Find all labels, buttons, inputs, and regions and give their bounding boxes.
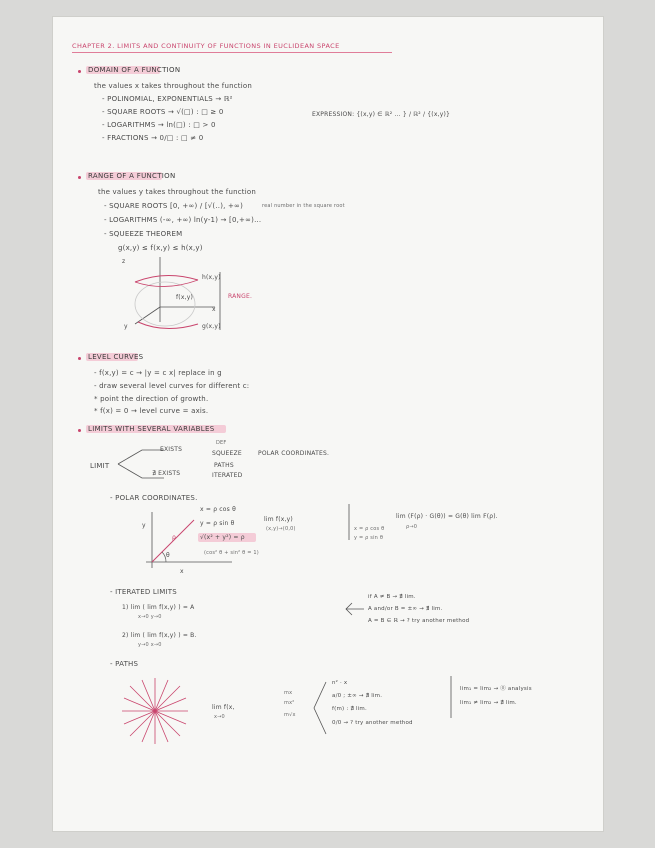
axis-label: z	[122, 258, 126, 265]
iterated-case: A and/or B = ±∞ → ∄ lim.	[368, 606, 443, 612]
polar-sub-eq: y = ρ sin θ	[354, 535, 384, 541]
limits-heading: LIMITS WITH SEVERAL VARIABLES	[88, 425, 215, 433]
title-underline	[72, 52, 392, 53]
polar-sub-eq: x = ρ cos θ	[354, 526, 385, 532]
paths-starburst	[120, 676, 190, 746]
path-option: mx²	[284, 700, 295, 706]
graph-label-g: g(x,y)	[202, 323, 221, 330]
paths-lim: lim f(x,	[212, 704, 235, 711]
polar-lim-sub: (x,y)→(0,0)	[266, 526, 296, 532]
paths-side: lim₁ ≠ lim₂ → ∄ lim.	[460, 700, 517, 706]
range-label: RANGE.	[228, 293, 253, 300]
path-result: n² · x	[332, 680, 348, 686]
limit-label: LIMIT	[90, 462, 110, 470]
level-item: - draw several level curves for different c:	[94, 382, 250, 390]
polar-result: lim (F(ρ) · G(θ)) = G(θ) lim F(ρ).	[396, 513, 498, 520]
polar-link: POLAR COORDINATES.	[258, 450, 330, 457]
notebook-page	[52, 16, 604, 832]
domain-item: - POLINOMIAL, EXPONENTIALS → ℝ²	[102, 95, 233, 103]
domain-heading: DOMAIN OF A FUNCTION	[88, 66, 181, 74]
paths-side: lim₁ = lim₂ → ⓪ analysis	[460, 686, 532, 692]
range-heading: RANGE OF A FUNCTION	[88, 172, 176, 180]
path-option: mx	[284, 690, 293, 696]
limit-not-exists: ∄ EXISTS	[152, 470, 181, 477]
polar-eq: √(x² + y²) = ρ	[200, 534, 245, 541]
page-title: CHAPTER 2. LIMITS AND CONTINUITY OF FUNCTIONS IN EUCLIDEAN SPACE	[72, 42, 340, 50]
domain-item: - LOGARITHMS → ln(□) : □ > 0	[102, 121, 216, 129]
level-item: - f(x,y) = c → |y = c x| replace in g	[94, 369, 222, 377]
iterated-eq2: 2) lim ( lim f(x,y) ) = B.	[122, 632, 197, 639]
path-result: a/0 ; ±∞ → ∄ lim.	[332, 693, 383, 699]
not-exists-option: ITERATED	[212, 472, 243, 479]
polar-eq: x = ρ cos θ	[200, 506, 236, 513]
polar-bar	[348, 504, 352, 540]
exists-option: DEF	[216, 440, 227, 446]
range-intro: the values y takes throughout the function	[98, 188, 256, 196]
section-bullet	[78, 70, 81, 73]
domain-expression: EXPRESSION: {(x,y) ∈ ℝ² ... } / ℝ² / {(x,y)}	[312, 111, 451, 118]
graph-label-f: f(x,y)	[176, 294, 194, 301]
section-bullet	[78, 357, 81, 360]
domain-intro: the values x takes throughout the function	[94, 82, 252, 90]
iterated-heading: - ITERATED LIMITS	[110, 588, 177, 596]
iterated-eq2-sub: y→0 x→0	[138, 642, 162, 648]
graph-label-h: h(x,y)	[202, 274, 221, 281]
range-note: real number in the square root	[262, 203, 345, 209]
polar-axis-y: y	[142, 522, 146, 529]
path-option: m√x	[284, 712, 296, 718]
domain-item: - FRACTIONS → 0/□ : □ ≠ 0	[102, 134, 204, 142]
path-result: f(m) : ∄ lim.	[332, 706, 367, 712]
polar-rho: ρ	[172, 534, 177, 541]
range-item: - SQUARE ROOTS [0, +∞) / [√(..), +∞)	[104, 202, 244, 210]
paths-heading: - PATHS	[110, 660, 139, 668]
paths-bar	[450, 676, 454, 718]
exists-option: SQUEEZE	[212, 450, 242, 457]
level-item: * f(x) = 0 → level curve = axis.	[94, 407, 209, 415]
iterated-eq1-sub: x→0 y→0	[138, 614, 162, 620]
iterated-case: if A ≠ B → ∄ lim.	[368, 594, 416, 600]
level-item: * point the direction of growth.	[94, 395, 209, 403]
paths-lim-sub: x→0	[214, 714, 225, 720]
section-bullet	[78, 176, 81, 179]
level-heading: LEVEL CURVES	[88, 353, 144, 361]
polar-heading: - POLAR COORDINATES.	[110, 494, 198, 502]
range-item: - LOGARITHMS (-∞, +∞) ln(y-1) → [0,+∞)...	[104, 216, 262, 224]
not-exists-option: PATHS	[214, 462, 234, 469]
path-result: 0/0 → ? try another method	[332, 720, 413, 726]
paths-brace	[310, 680, 328, 736]
squeeze-graph	[120, 252, 260, 332]
iterated-case: A = B ∈ ℝ → ? try another method	[368, 618, 470, 624]
squeeze-inequality: g(x,y) ≤ f(x,y) ≤ h(x,y)	[118, 244, 203, 252]
iterated-eq1: 1) lim ( lim f(x,y) ) = A	[122, 604, 195, 611]
limit-exists: EXISTS	[160, 446, 183, 453]
polar-axis-x: x	[180, 568, 184, 575]
polar-eq: y = ρ sin θ	[200, 520, 235, 527]
iterated-arrow	[342, 594, 366, 624]
graph-axis-y: y	[124, 323, 128, 330]
domain-item: - SQUARE ROOTS → √(□) : □ ≥ 0	[102, 108, 224, 116]
range-item: - SQUEEZE THEOREM	[104, 230, 183, 238]
polar-lim: lim f(x,y)	[264, 516, 293, 523]
section-bullet	[78, 429, 81, 432]
polar-lim-sub2: ρ→0	[406, 524, 418, 530]
polar-theta: θ	[166, 552, 170, 559]
graph-axis-x: x	[212, 306, 216, 313]
polar-identity: (cos² θ + sin² θ = 1)	[204, 550, 259, 556]
